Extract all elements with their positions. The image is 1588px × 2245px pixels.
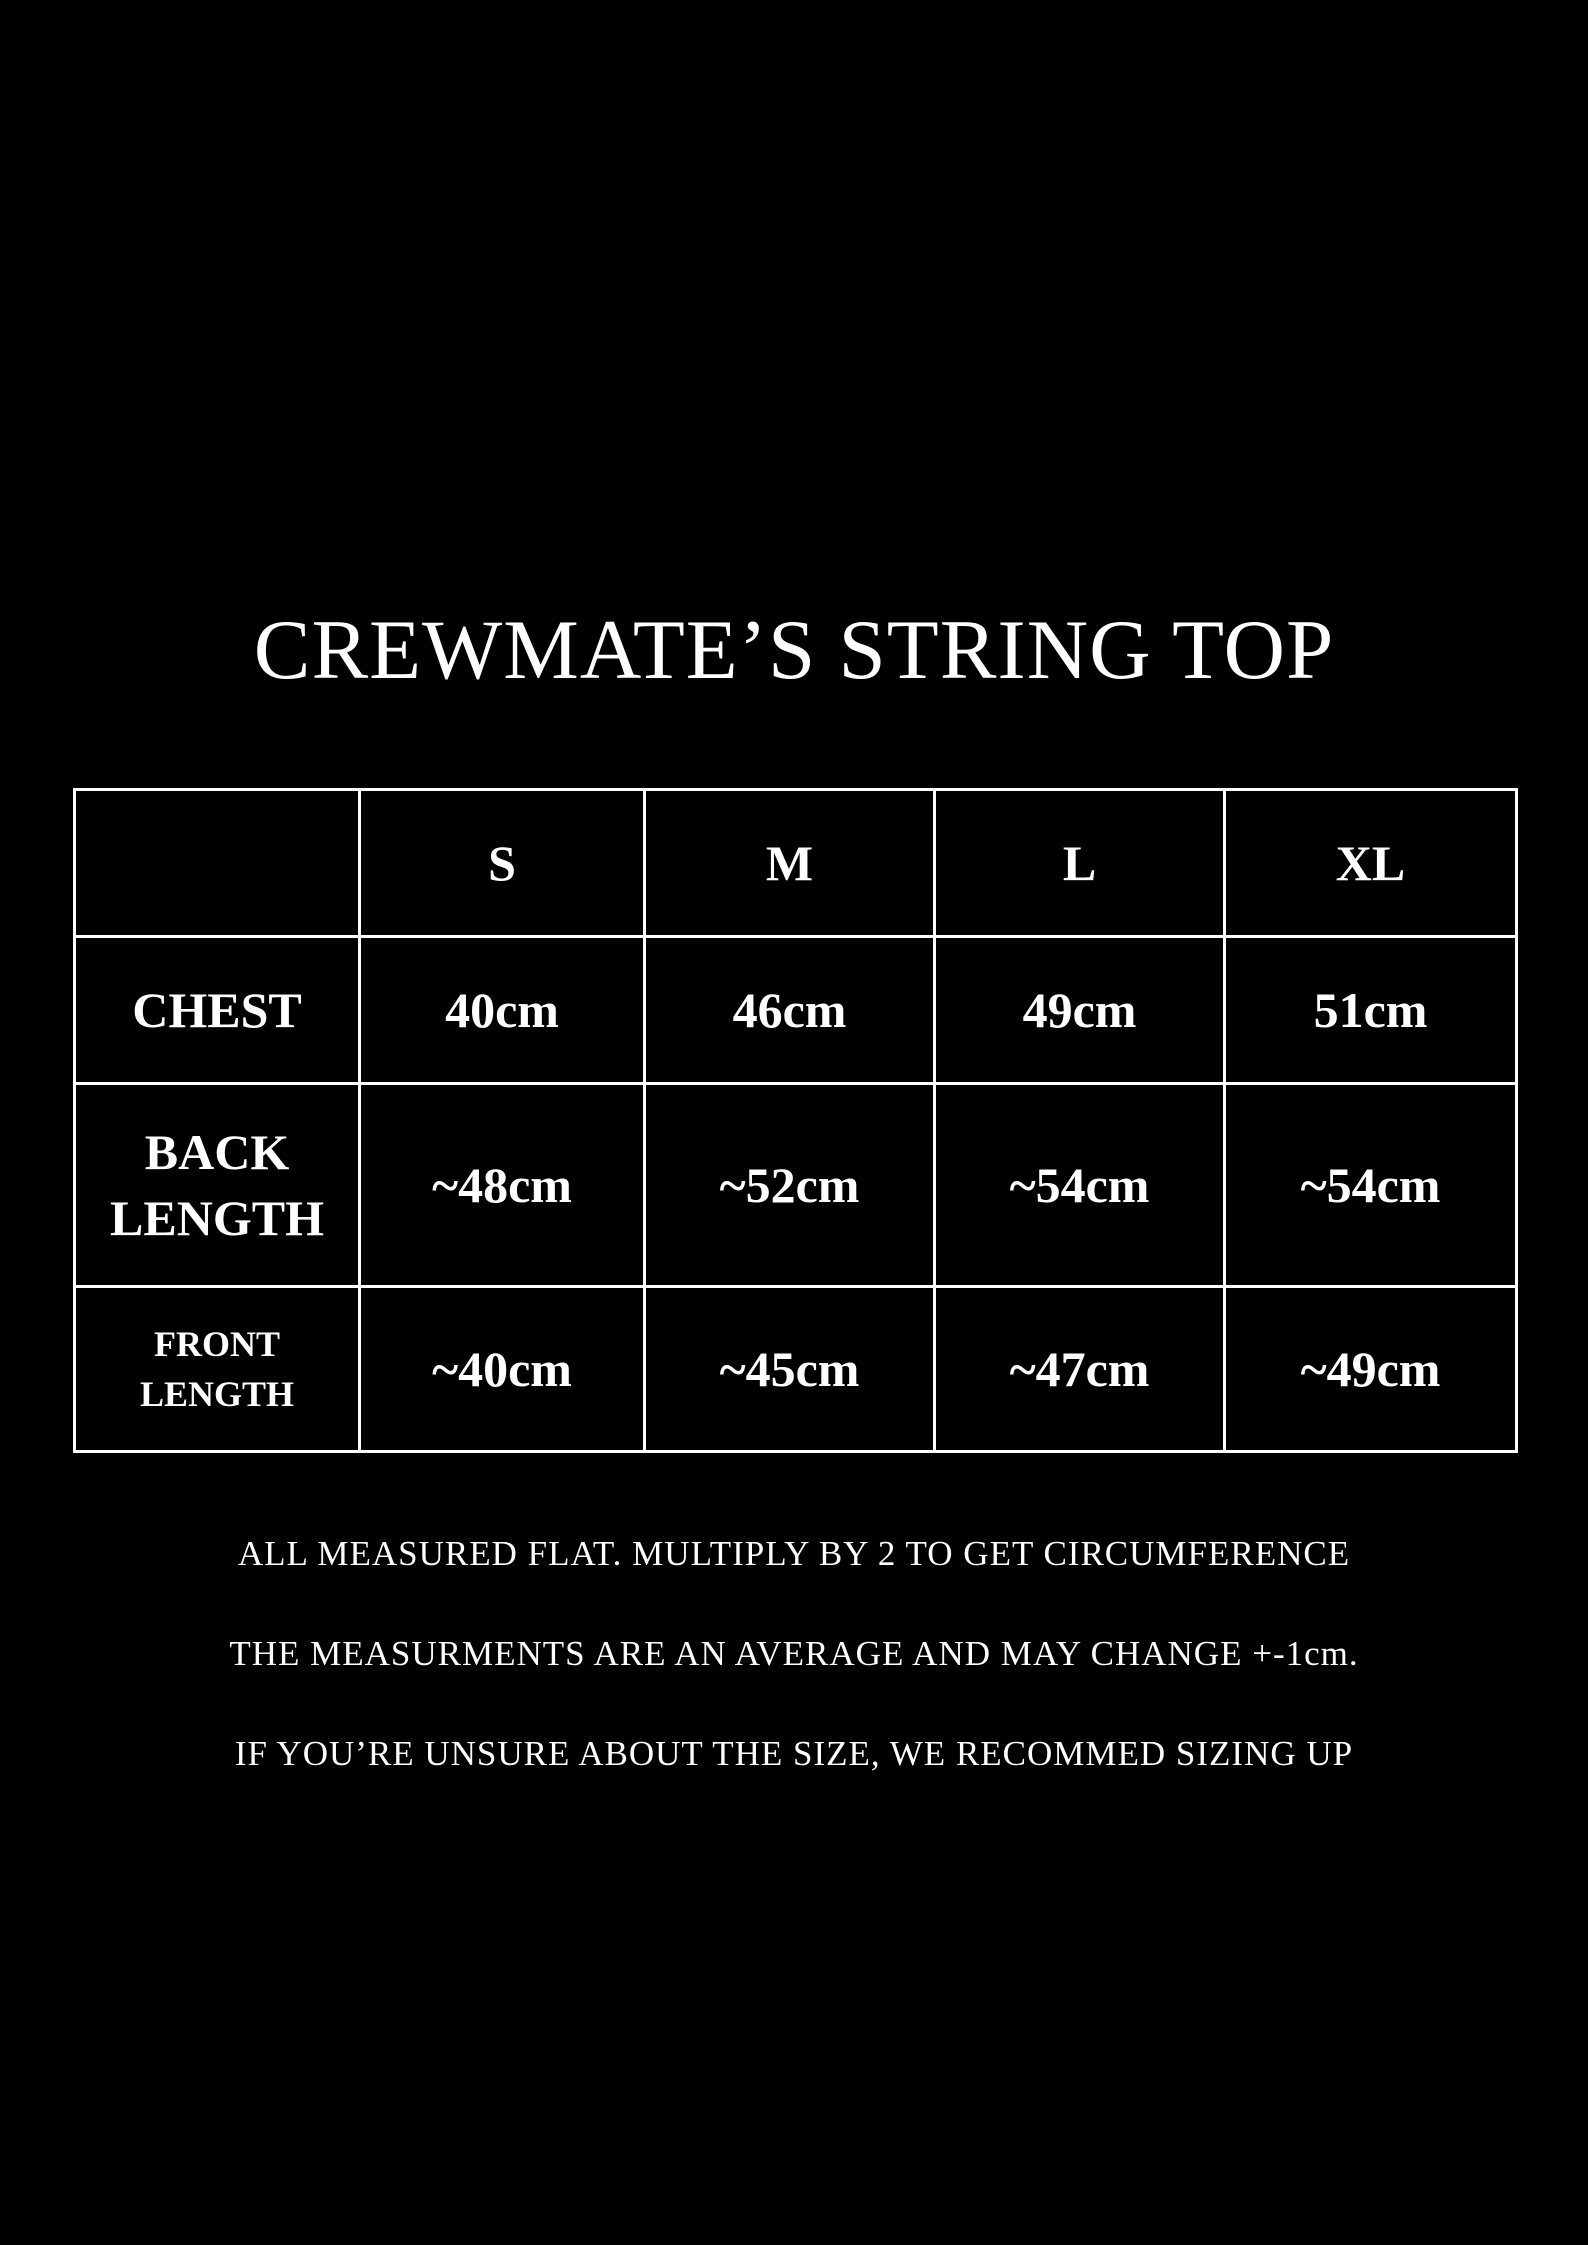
table-cell: ~40cm [360, 1287, 645, 1452]
table-cell: 49cm [935, 937, 1225, 1084]
table-cell: 46cm [645, 937, 935, 1084]
table-cell: ~48cm [360, 1084, 645, 1287]
table-cell: ~49cm [1225, 1287, 1517, 1452]
header-cell-size-l: L [935, 790, 1225, 937]
table-row-back-length [75, 1084, 1517, 1287]
note-sizing-advice: IF YOU’RE UNSURE ABOUT THE SIZE, WE RECOMMED SIZING UP [234, 1734, 1354, 1773]
row-label-line: LENGTH [110, 1190, 324, 1246]
note-measurement-average: THE MEASURMENTS ARE AN AVERAGE AND MAY CHANGE +-1cm. [229, 1634, 1359, 1673]
table-cell: 51cm [1225, 937, 1517, 1084]
table-header-row [75, 790, 1517, 937]
row-label-line: CHEST [132, 982, 302, 1038]
row-label-line: BACK [144, 1124, 290, 1180]
size-chart-table [73, 788, 1518, 1453]
header-cell-size-s: S [360, 790, 645, 937]
row-label-front-length [75, 1287, 360, 1452]
page-title: CREWMATE’S STRING TOP [253, 603, 1335, 697]
table-cell: ~54cm [1225, 1084, 1517, 1287]
table-cell: ~47cm [935, 1287, 1225, 1452]
table-cell: ~54cm [935, 1084, 1225, 1287]
note-measured-flat: ALL MEASURED FLAT. MULTIPLY BY 2 TO GET CIRCUMFERENCE [237, 1534, 1351, 1573]
header-cell-size-xl: XL [1225, 790, 1517, 937]
row-label-line: LENGTH [139, 1374, 295, 1414]
table-row-front-length [75, 1287, 1517, 1452]
table-row-chest [75, 937, 1517, 1084]
table-cell: 40cm [360, 937, 645, 1084]
table-cell: ~45cm [645, 1287, 935, 1452]
header-cell-empty [75, 790, 360, 937]
row-label-chest [75, 937, 360, 1084]
row-label-line: FRONT [154, 1324, 280, 1364]
header-cell-size-m: M [645, 790, 935, 937]
row-label-back-length [75, 1084, 360, 1287]
table-cell: ~52cm [645, 1084, 935, 1287]
